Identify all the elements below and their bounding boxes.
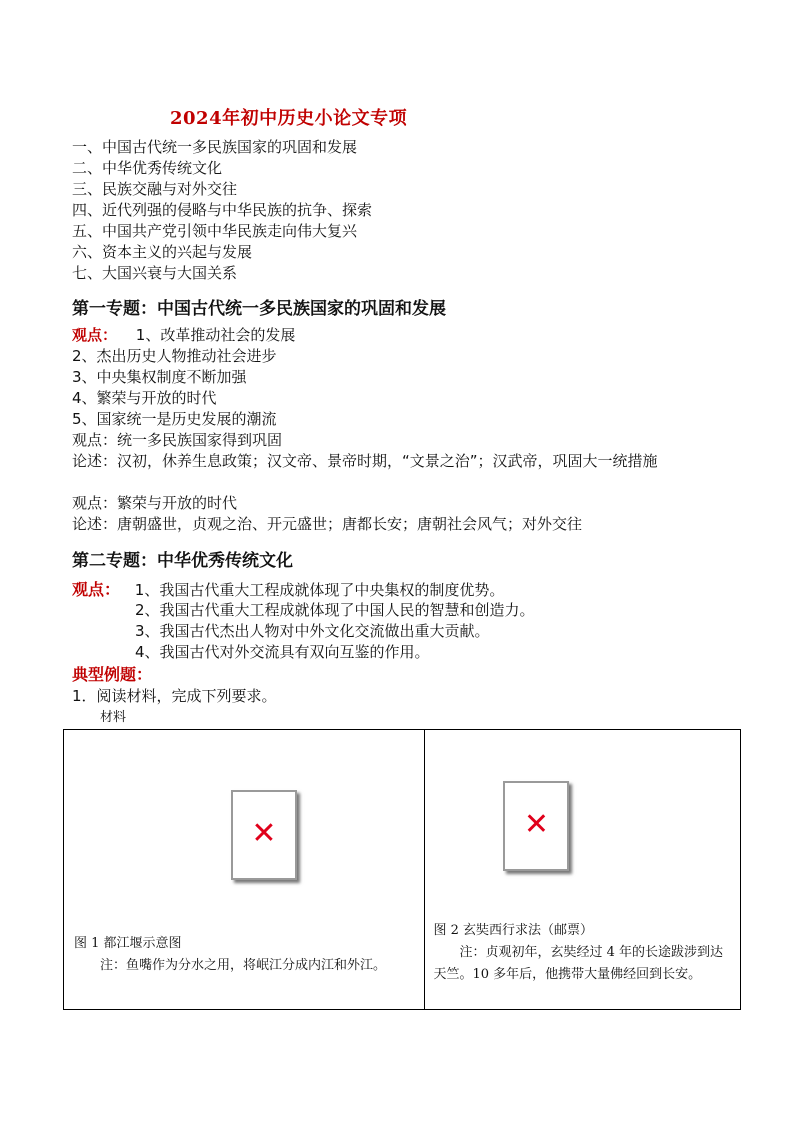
toc-item: 六、资本主义的兴起与发展	[72, 243, 253, 261]
material-label: 材料	[100, 710, 127, 725]
broken-image-icon: ✕	[231, 790, 297, 880]
figure2-caption: 图 2 玄奘西行求法（邮票）	[433, 923, 593, 938]
viewpoint-item: 3、中央集权制度不断加强	[72, 368, 247, 386]
question-text: 1．阅读材料，完成下列要求。	[72, 687, 277, 705]
viewpoint-item: 4、繁荣与开放的时代	[72, 389, 217, 407]
viewpoint-item: 5、国家统一是历史发展的潮流	[72, 410, 277, 428]
document-title: 2024年初中历史小论文专项	[170, 108, 408, 129]
material-cell-left	[64, 730, 425, 1010]
toc-item: 二、中华优秀传统文化	[72, 159, 223, 177]
section1-viewpoint-line	[72, 325, 295, 346]
figure2-note: 注：贞观初年，玄奘经过 4 年的长途跋涉到达天竺。10 多年后，他携带大量佛经回到长安。	[433, 945, 723, 982]
broken-image-icon: ✕	[503, 781, 569, 871]
table-of-contents	[72, 137, 752, 284]
toc-item: 一、中国古代统一多民族国家的巩固和发展	[72, 138, 358, 156]
viewpoint-statement: 观点：统一多民族国家得到巩固	[72, 431, 283, 449]
material-table	[63, 729, 741, 1010]
section2-heading: 第二专题：中华优秀传统文化	[72, 551, 293, 571]
viewpoint-item: 1、改革推动社会的发展	[135, 326, 296, 344]
figure1-note: 注：鱼嘴作为分水之用，将岷江分成内江和外江。	[100, 958, 387, 973]
viewpoint-item: 3、我国古代杰出人物对中外文化交流做出重大贡献。	[135, 622, 490, 640]
viewpoint-item: 2、我国古代重大工程成就体现了中国人民的智慧和创造力。	[135, 601, 535, 619]
argument-statement: 论述：唐朝盛世，贞观之治、开元盛世；唐都长安；唐朝社会风气；对外交往	[72, 515, 583, 533]
toc-item: 四、近代列强的侵略与中华民族的抗争、探索	[72, 201, 373, 219]
viewpoint-item: 2、杰出历史人物推动社会进步	[72, 347, 277, 365]
section2-viewpoint-line	[72, 579, 504, 601]
viewpoint-item: 4、我国古代对外交流具有双向互鉴的作用。	[135, 643, 430, 661]
toc-item: 五、中国共产党引领中华民族走向伟大复兴	[72, 222, 358, 240]
example-label: 典型例题：	[72, 665, 153, 684]
argument-statement: 论述：汉初，休养生息政策；汉文帝、景帝时期，“文景之治”；汉武帝，巩固大一统措施	[72, 452, 658, 470]
section1-heading: 第一专题：中国古代统一多民族国家的巩固和发展	[72, 299, 446, 319]
viewpoint-statement: 观点：繁荣与开放的时代	[72, 494, 238, 512]
viewpoint-label: 观点：	[72, 326, 118, 344]
viewpoint-item: 1、我国古代重大工程成就体现了中央集权的制度优势。	[134, 581, 505, 599]
viewpoint-label: 观点：	[72, 580, 121, 599]
material-cell-right	[425, 730, 741, 1010]
toc-item: 七、大国兴衰与大国关系	[72, 264, 238, 282]
figure1-caption: 图 1 都江堰示意图	[74, 936, 182, 951]
toc-item: 三、民族交融与对外交往	[72, 180, 238, 198]
